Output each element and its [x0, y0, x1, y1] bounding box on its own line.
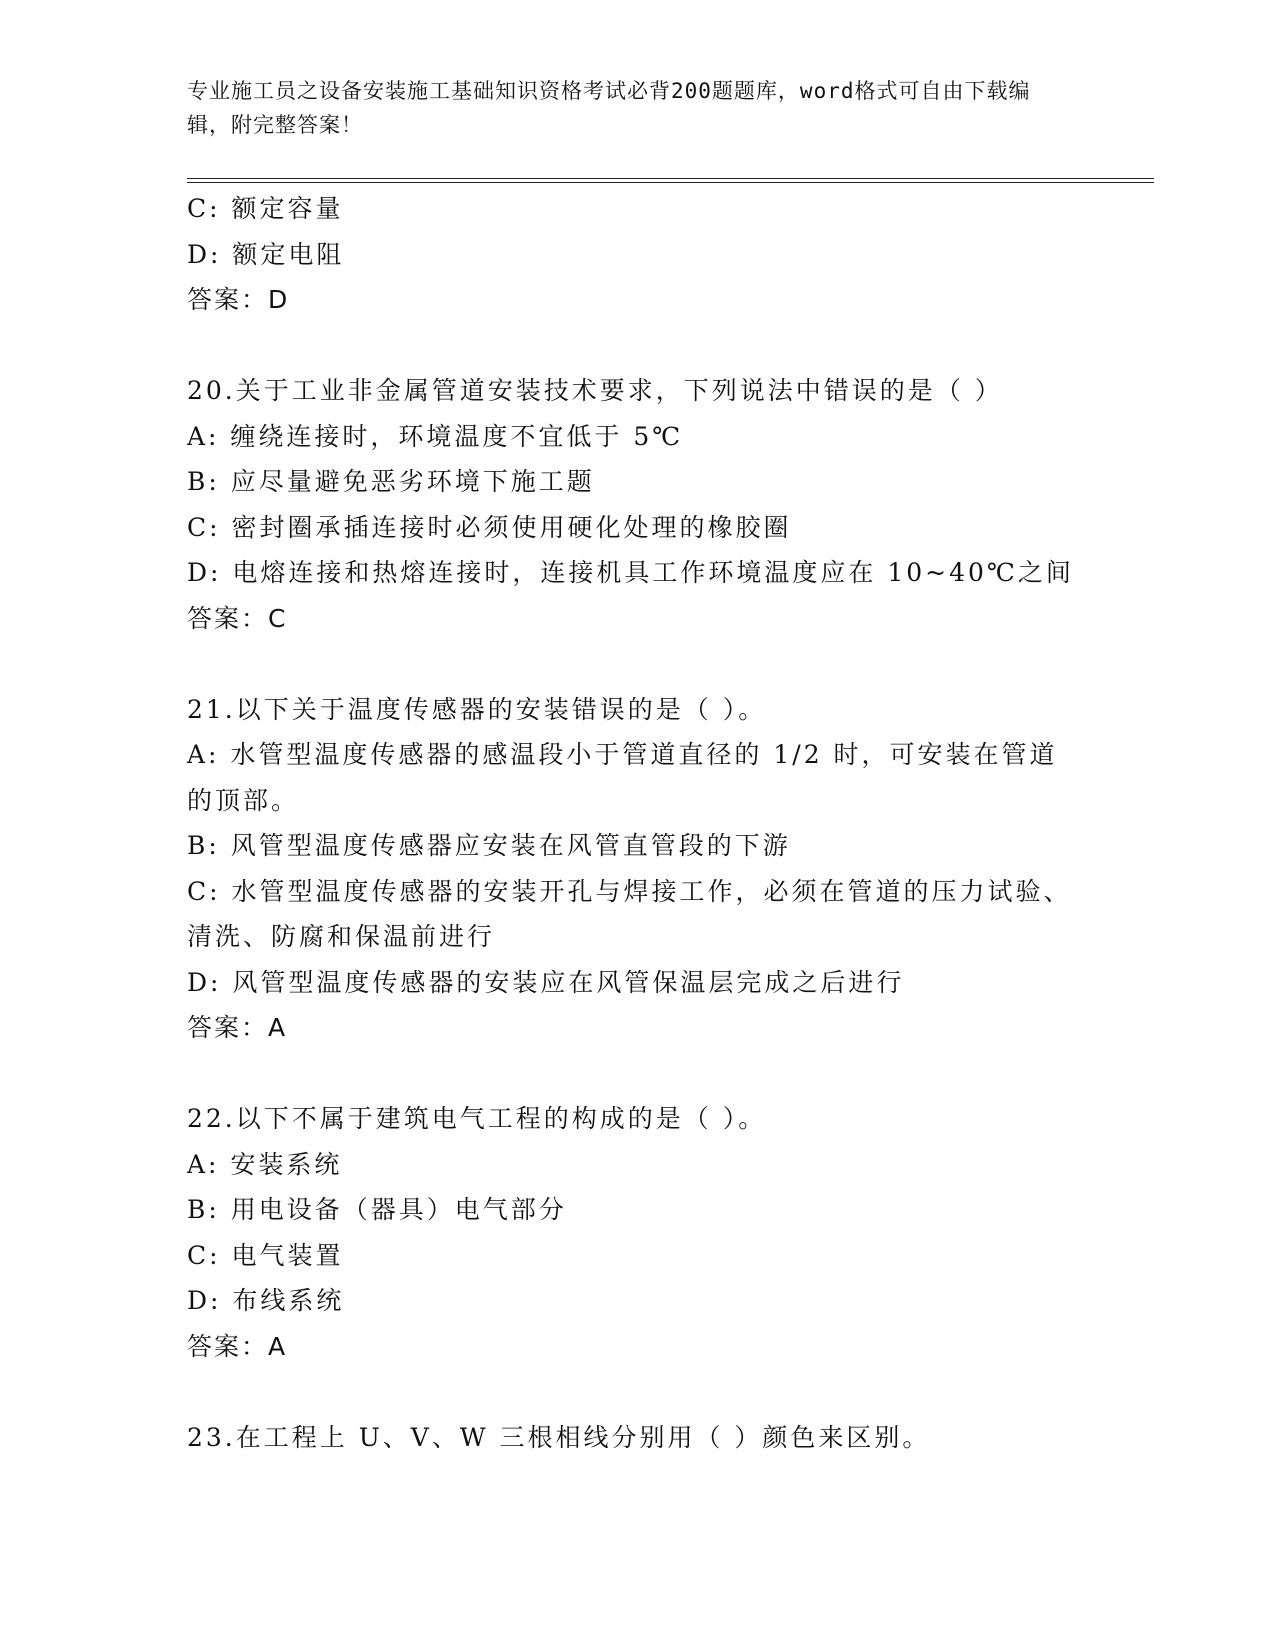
option-d: D: 风管型温度传感器的安装应在风管保温层完成之后进行	[187, 967, 905, 997]
answer-line: 答案：D	[187, 285, 290, 314]
option-d: D: 额定电阻	[187, 239, 345, 269]
option-b: B: 风管型温度传感器应安装在风管直管段的下游	[187, 831, 791, 860]
option-c: C: 水管型温度传感器的安装开孔与焊接工作，必须在管道的压力试验、清洗、防腐和保温前进行	[187, 876, 1072, 951]
option-b: B: 应尽量避免恶劣环境下施工题	[187, 467, 595, 496]
answer-line: 答案：C	[187, 603, 288, 633]
question-stem: 20.关于工业非金属管道安装技术要求，下列说法中错误的是（ ）	[187, 376, 1003, 405]
document-body	[187, 186, 1087, 1460]
option-a: A: 安装系统	[187, 1149, 343, 1179]
question-21	[187, 687, 1087, 1051]
answer-line: 答案：A	[187, 1013, 288, 1042]
question-fragment	[187, 186, 1087, 323]
question-stem: 21.以下关于温度传感器的安装错误的是（ ）。	[187, 694, 767, 724]
option-a: A: 缠绕连接时，环境温度不宜低于 5℃	[187, 421, 684, 451]
spacer	[187, 1369, 1087, 1415]
answer-line: 答案：A	[187, 1331, 288, 1361]
document-header-title: 专业施工员之设备安装施工基础知识资格考试必背200题题库，word格式可自由下载编辑，附完整答案！	[187, 79, 1031, 137]
option-a: A: 水管型温度传感器的感温段小于管道直径的 1/2 时，可安装在管道的顶部。	[187, 740, 1058, 815]
header-divider	[187, 178, 1154, 183]
option-b: B: 用电设备（器具）电气部分	[187, 1195, 567, 1224]
spacer	[187, 323, 1087, 369]
option-c: C: 额定容量	[187, 194, 344, 223]
spacer	[187, 1051, 1087, 1097]
option-c: C: 密封圈承插连接时必须使用硬化处理的橡胶圈	[187, 512, 792, 542]
spacer	[187, 641, 1087, 687]
option-d: D: 布线系统	[187, 1286, 345, 1315]
question-23	[187, 1415, 1087, 1461]
question-22	[187, 1096, 1087, 1369]
option-d: D: 电熔连接和热熔连接时，连接机具工作环境温度应在 10~40℃之间	[187, 558, 1074, 587]
question-20	[187, 368, 1087, 641]
option-c: C: 电气装置	[187, 1240, 344, 1270]
question-stem: 22.以下不属于建筑电气工程的构成的是（ ）。	[187, 1104, 767, 1133]
question-stem: 23.在工程上 U、V、W 三根相线分别用（ ）颜色来区别。	[187, 1422, 931, 1452]
